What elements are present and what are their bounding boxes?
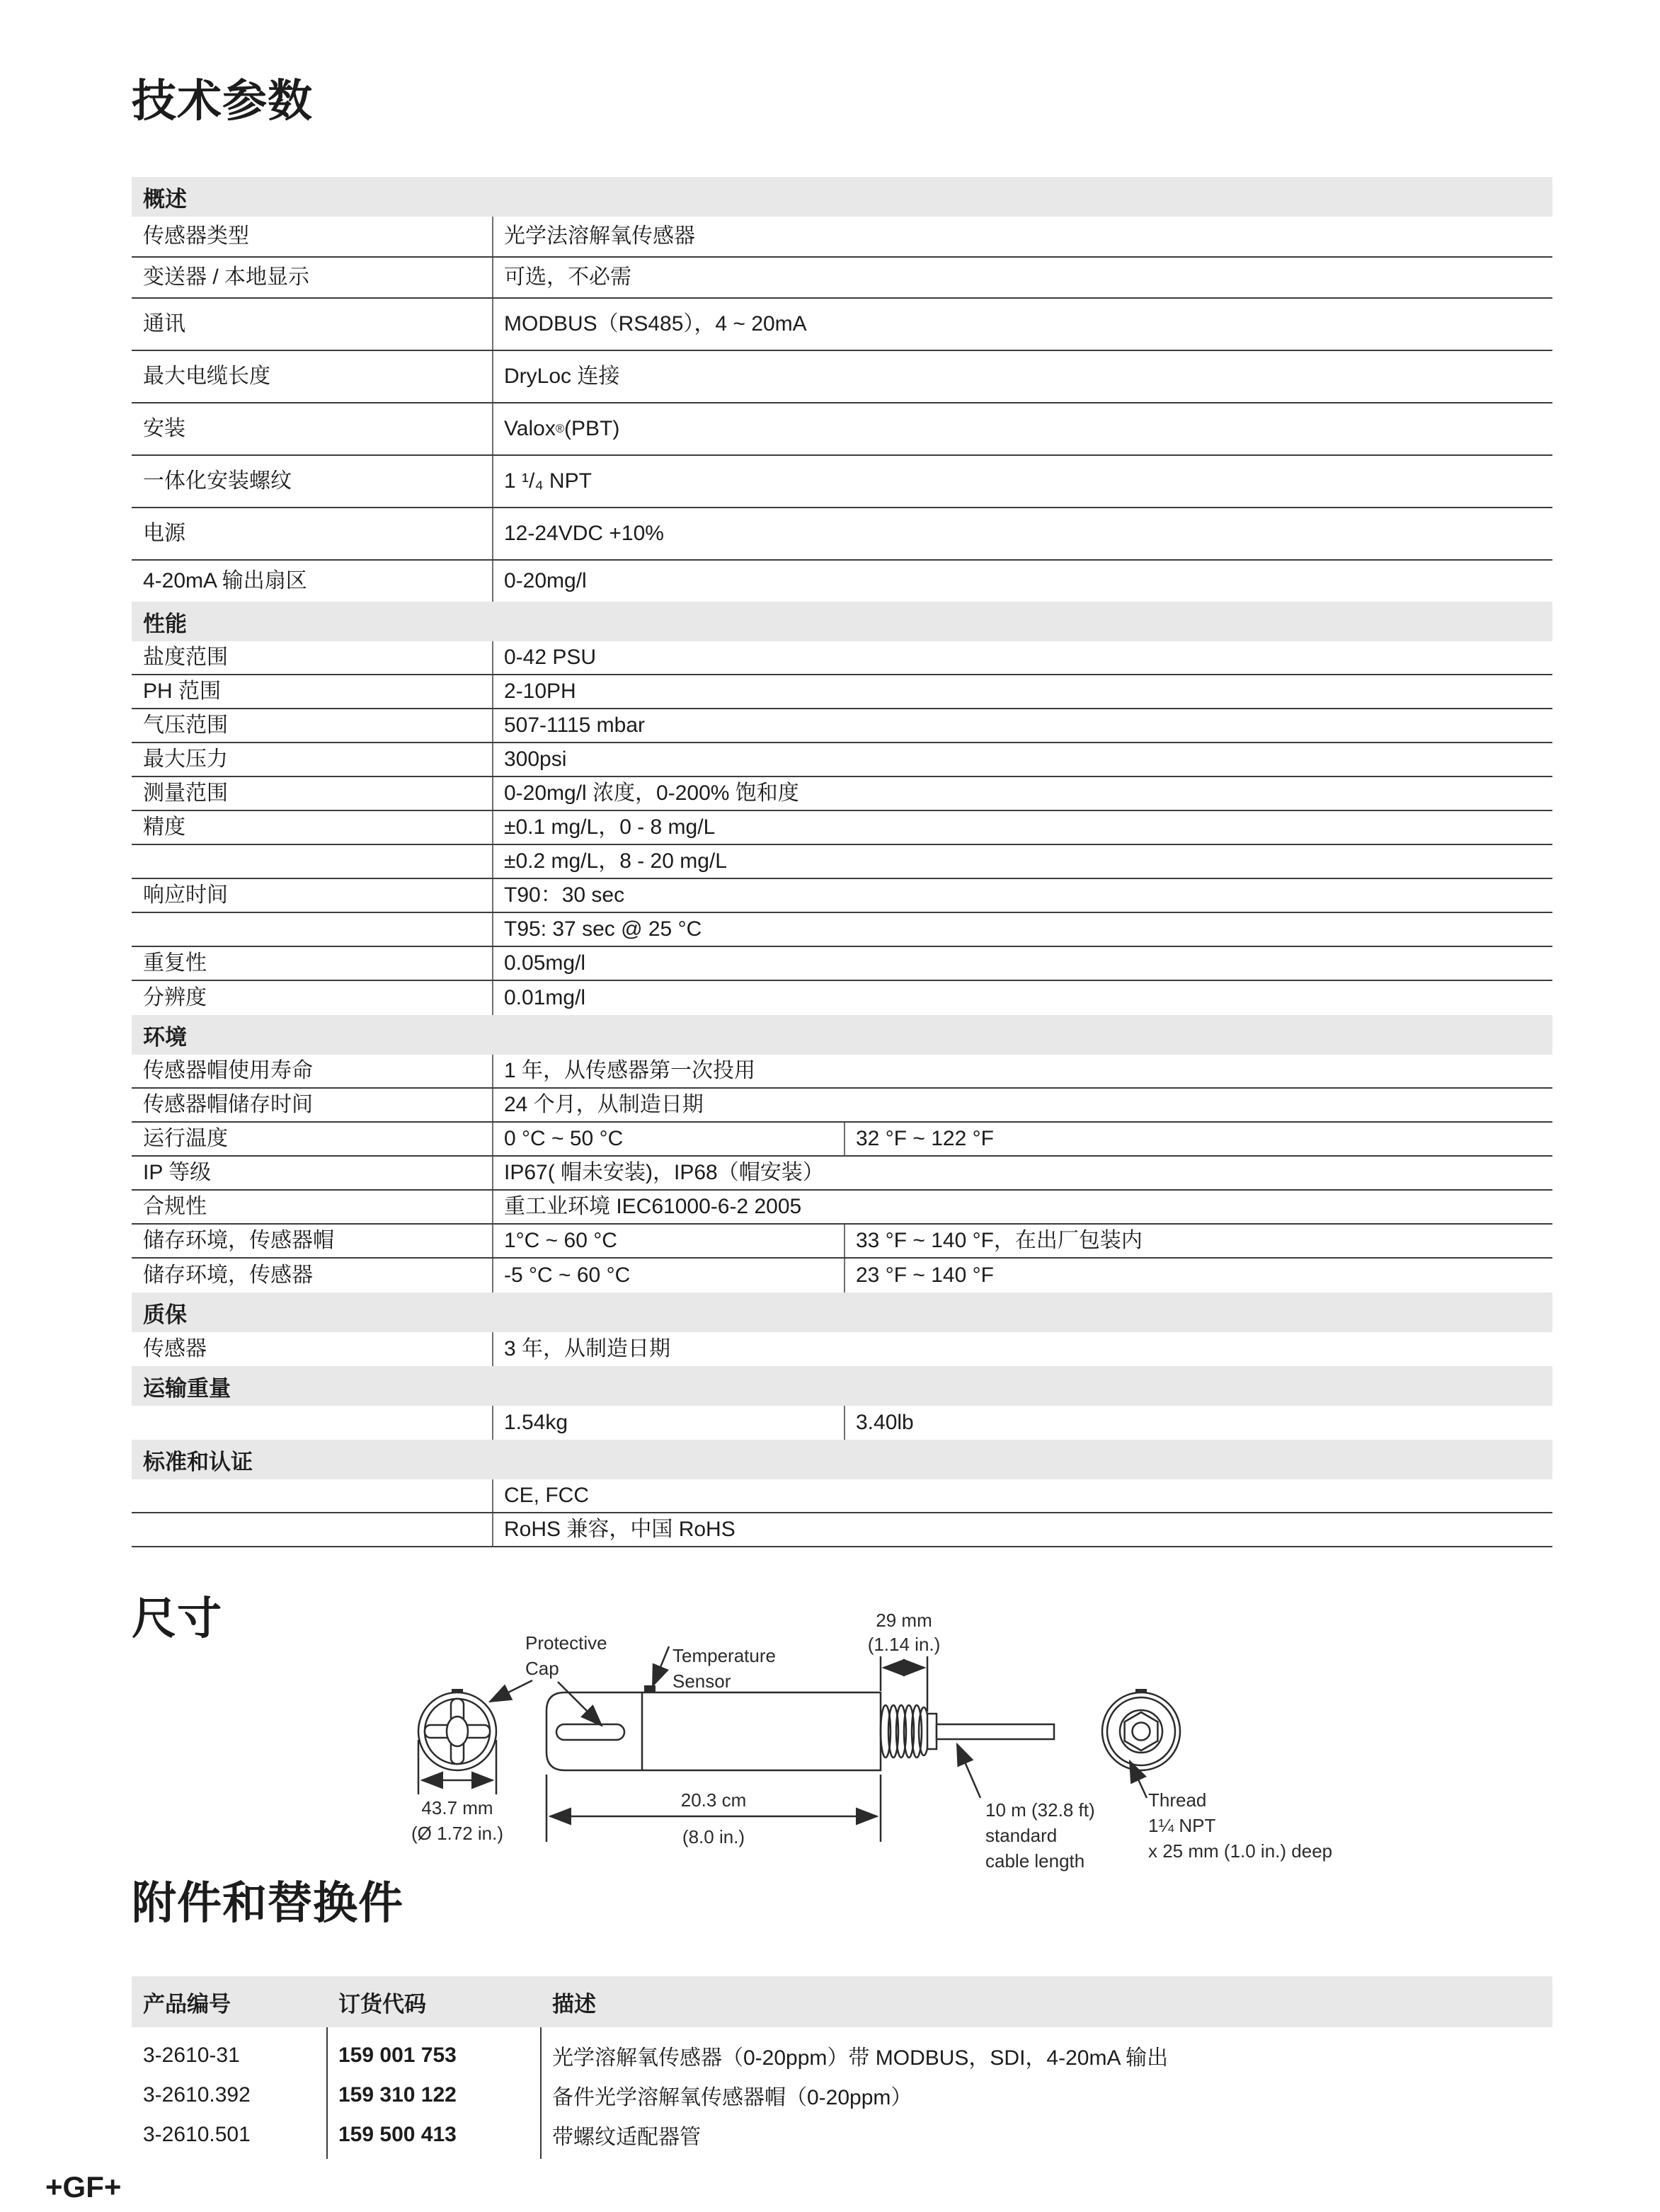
spec-value: 507-1115 mbar — [492, 709, 1552, 742]
description: 备件光学溶解氧传感器帽（0-20ppm） — [552, 2086, 912, 2109]
table-row — [132, 641, 1552, 675]
side-view — [490, 1646, 1054, 1842]
column-header-order-code: 订货代码 — [338, 1991, 426, 2017]
description: 光学溶解氧传感器（0-20ppm）带 MODBUS，SDI，4-20mA 输出 — [552, 2046, 1169, 2070]
table-row — [132, 1089, 1552, 1123]
thread-label: x 25 mm (1.0 in.) deep — [1148, 1840, 1333, 1862]
table-row — [132, 1157, 1552, 1191]
spec-value-text: Valox — [504, 416, 556, 440]
table-row — [132, 2075, 1552, 2115]
table-row — [132, 1332, 1552, 1366]
spec-label: 盐度范围 — [143, 645, 228, 669]
spec-value: 0-20mg/l — [492, 561, 1552, 602]
table-row — [132, 2115, 1552, 2155]
spec-value: 1 ¹/₄ NPT — [492, 456, 1552, 507]
spec-label: 传感器帽储存时间 — [143, 1092, 313, 1116]
spec-label: 储存环境，传感器帽 — [143, 1228, 334, 1252]
table-row — [132, 217, 1552, 258]
spec-value: ±0.2 mg/L，8 - 20 mg/L — [492, 845, 1552, 878]
spec-value-imperial: 23 °F ~ 140 °F — [844, 1259, 1552, 1293]
spec-value: 1°C ~ 60 °C — [492, 1225, 844, 1257]
accessories-header — [132, 1976, 1552, 2027]
spec-label — [132, 1406, 492, 1440]
spec-label: 一体化安装螺纹 — [143, 469, 292, 493]
order-code: 159 310 122 — [338, 2083, 457, 2107]
protective-cap-label: Cap — [525, 1658, 559, 1679]
table-row — [132, 1191, 1552, 1225]
accessories-body — [132, 2027, 1552, 2155]
spec-label: 运行温度 — [143, 1126, 228, 1150]
spec-value: 1 年，从传感器第一次投用 — [492, 1055, 1552, 1087]
spec-label — [132, 913, 492, 946]
spec-value: IP67( 帽未安装)，IP68（帽安装） — [492, 1157, 1552, 1189]
spec-label: 传感器类型 — [143, 224, 249, 248]
spec-label: 变送器 / 本地显示 — [143, 265, 310, 289]
spec-value-text: (PBT) — [564, 416, 620, 440]
spec-value: 1.54kg — [492, 1406, 844, 1440]
spec-label: 传感器帽使用寿命 — [143, 1058, 313, 1082]
section-header-warranty: 质保 — [132, 1293, 1552, 1332]
spec-label: IP 等级 — [143, 1160, 212, 1184]
section-header-environment: 环境 — [132, 1015, 1552, 1055]
column-header-part-number: 产品编号 — [143, 1991, 231, 2017]
order-code: 159 500 413 — [338, 2123, 457, 2146]
spec-value: 0.05mg/l — [492, 947, 1552, 980]
spec-value-imperial: 33 °F ~ 140 °F，在出厂包装内 — [844, 1225, 1552, 1257]
thread-label: Thread — [1148, 1789, 1207, 1811]
spec-value: 0-42 PSU — [492, 641, 1552, 674]
spec-value: CE, FCC — [492, 1479, 1552, 1512]
spec-value: 可选，不必需 — [492, 258, 1552, 297]
spec-value-imperial: 32 °F ~ 122 °F — [844, 1123, 1552, 1155]
protective-cap-label: Protective — [525, 1632, 607, 1654]
spec-value: 光学法溶解氧传感器 — [492, 217, 1552, 256]
gap-dimension: 29 mm — [876, 1610, 932, 1631]
rear-view — [1102, 1689, 1180, 1798]
spec-label: 最大电缆长度 — [143, 364, 270, 388]
spec-value: T90：30 sec — [492, 879, 1552, 912]
spec-value: 12-24VDC +10% — [492, 508, 1552, 559]
spec-label: 最大压力 — [143, 747, 228, 771]
part-number: 3-2610.392 — [143, 2083, 251, 2107]
spec-value: 3 年，从制造日期 — [492, 1332, 1552, 1366]
accessories-title: 附件和替换件 — [132, 1879, 403, 1928]
dimension-drawing — [354, 1607, 1380, 1904]
spec-value: ±0.1 mg/L，0 - 8 mg/L — [492, 811, 1552, 844]
spec-label — [132, 1479, 492, 1512]
spec-label: 安装 — [143, 416, 185, 440]
table-row — [132, 508, 1552, 561]
column-header-description: 描述 — [552, 1991, 596, 2017]
spec-label: 通讯 — [143, 311, 185, 336]
table-row — [132, 709, 1552, 743]
table-row — [132, 1479, 1552, 1513]
column-divider — [540, 2027, 542, 2159]
order-code: 159 001 753 — [338, 2044, 457, 2067]
accessories-table — [132, 1976, 1552, 2155]
table-row — [132, 403, 1552, 456]
diameter-dimension: (Ø 1.72 in.) — [411, 1823, 504, 1844]
gap-dimension: (1.14 in.) — [867, 1634, 941, 1655]
spec-value: 300psi — [492, 743, 1552, 776]
spec-label: 4-20mA 输出扇区 — [143, 568, 307, 592]
spec-value: Valox ® (PBT) — [492, 403, 1552, 454]
gf-logo: +GF+ — [45, 2170, 122, 2204]
front-view — [418, 1689, 496, 1794]
cable-length-label: cable length — [985, 1850, 1085, 1872]
part-number: 3-2610-31 — [143, 2044, 240, 2067]
table-row — [132, 456, 1552, 508]
spec-value: 24 个月，从制造日期 — [492, 1089, 1552, 1121]
temperature-sensor-label: Sensor — [672, 1671, 731, 1692]
spec-label: 测量范围 — [143, 781, 228, 805]
spec-label: 分辨度 — [143, 985, 207, 1009]
table-row — [132, 913, 1552, 947]
table-row — [132, 845, 1552, 879]
table-row — [132, 561, 1552, 602]
spec-value: DryLoc 连接 — [492, 351, 1552, 402]
spec-label — [132, 1513, 492, 1546]
table-row — [132, 1225, 1552, 1259]
description: 带螺纹适配器管 — [552, 2126, 701, 2149]
table-row — [132, 879, 1552, 913]
spec-value: RoHS 兼容，中国 RoHS — [492, 1513, 1552, 1546]
table-row — [132, 1055, 1552, 1089]
spec-label: PH 范围 — [143, 679, 222, 703]
table-row — [132, 351, 1552, 403]
table-row — [132, 947, 1552, 981]
spec-label: 传感器 — [143, 1336, 207, 1360]
spec-value: 0-20mg/l 浓度，0-200% 饱和度 — [492, 777, 1552, 810]
spec-value: T95: 37 sec @ 25 °C — [492, 913, 1552, 946]
spec-label: 储存环境，传感器 — [143, 1263, 313, 1287]
table-row — [132, 1513, 1552, 1547]
length-dimension: 20.3 cm — [680, 1789, 747, 1811]
section-header-shipping-weight: 运输重量 — [132, 1366, 1552, 1406]
table-row — [132, 1259, 1552, 1293]
section-header-standards: 标准和认证 — [132, 1440, 1552, 1479]
cable-length-label: 10 m (32.8 ft) — [985, 1799, 1095, 1821]
length-dimension: (8.0 in.) — [682, 1826, 745, 1847]
spec-label: 电源 — [143, 521, 185, 545]
spec-value: 0 °C ~ 50 °C — [492, 1123, 844, 1155]
table-row — [132, 811, 1552, 845]
spec-value: -5 °C ~ 60 °C — [492, 1259, 844, 1293]
table-row — [132, 777, 1552, 811]
table-row — [132, 675, 1552, 709]
table-row — [132, 2036, 1552, 2075]
dimensions-title: 尺寸 — [132, 1594, 222, 1644]
thread-label: 1¼ NPT — [1148, 1815, 1216, 1836]
spec-label: 精度 — [143, 815, 185, 839]
table-row — [132, 258, 1552, 299]
temperature-sensor-label: Temperature — [672, 1645, 776, 1666]
sensor-dimension-diagram — [354, 1607, 1380, 1904]
spec-value: MODBUS（RS485），4 ~ 20mA — [492, 299, 1552, 350]
page-title: 技术参数 — [132, 76, 313, 126]
spec-value: 重工业环境 IEC61000-6-2 2005 — [492, 1191, 1552, 1223]
table-row — [132, 743, 1552, 777]
spec-label: 气压范围 — [143, 713, 228, 737]
spec-label: 重复性 — [143, 951, 207, 975]
spec-value: 0.01mg/l — [492, 981, 1552, 1015]
spec-value: 2-10PH — [492, 675, 1552, 708]
diameter-dimension: 43.7 mm — [421, 1797, 493, 1818]
table-row — [132, 1123, 1552, 1157]
column-divider — [326, 2027, 328, 2159]
section-header-overview: 概述 — [132, 177, 1552, 217]
spec-value-imperial: 3.40lb — [844, 1406, 1552, 1440]
table-row — [132, 1406, 1552, 1440]
table-row — [132, 299, 1552, 351]
cable-length-label: standard — [985, 1825, 1058, 1846]
spec-label — [132, 845, 492, 878]
spec-table — [132, 177, 1552, 1547]
table-row — [132, 981, 1552, 1015]
spec-label: 响应时间 — [143, 883, 228, 907]
part-number: 3-2610.501 — [143, 2123, 251, 2146]
spec-label: 合规性 — [143, 1194, 207, 1218]
section-header-performance: 性能 — [132, 602, 1552, 641]
